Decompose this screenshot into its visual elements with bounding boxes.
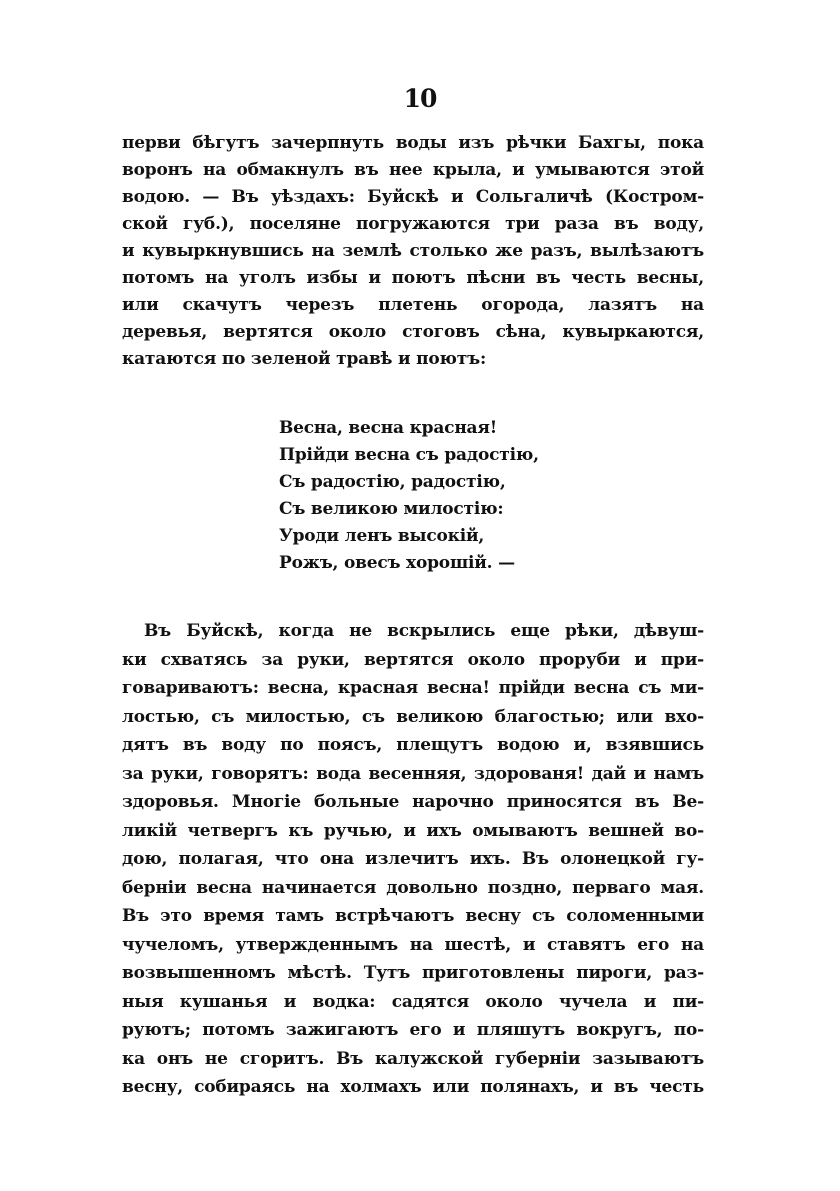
- text-line: ки схватясь за руки, вертятся около проруби и при-: [122, 649, 704, 670]
- text-line: ликій четвергъ къ ручью, и ихъ омываютъ вешней во-: [122, 820, 704, 841]
- text-line: водою. — Въ уѣздахъ: Буйскѣ и Сольгаличѣ (Костром-: [122, 187, 704, 207]
- text-line: возвышенномъ мѣстѣ. Тутъ приготовлены пироги, раз-: [122, 963, 704, 983]
- poem-line: Прійди весна съ радостію,: [279, 445, 539, 465]
- text-line: дою, полагая, что она излечитъ ихъ. Въ олонецкой гу-: [122, 849, 704, 869]
- paragraph-1: [122, 130, 704, 373]
- text-line: воронъ на обмакнулъ въ нее крыла, и умываются этой: [122, 160, 704, 180]
- text-line: лостью, съ милостью, съ великою благостью; или вхо-: [122, 706, 704, 727]
- text-line: здоровья. Многіе больные нарочно приносятся въ Ве-: [122, 792, 704, 812]
- text-line: ныя кушанья и водка: садятся около чучела и пи-: [122, 991, 704, 1012]
- text-line: чучеломъ, утвержденнымъ на шестѣ, и ставятъ его на: [122, 934, 704, 955]
- poem-line: Съ радостію, радостію,: [279, 472, 506, 492]
- page-number: 10: [403, 84, 437, 113]
- text-line: потомъ на уголъ избы и поютъ пѣсни въ честь весны,: [122, 268, 704, 288]
- text-line: за руки, говорятъ: вода весенняя, здорованя! дай и намъ: [122, 763, 704, 784]
- text-line: весну, собираясь на холмахъ или полянахъ, и въ честь: [122, 1077, 704, 1097]
- poem-line: Весна, весна красная!: [279, 418, 497, 438]
- text-line: Въ это время тамъ встрѣчаютъ весну съ соломенными: [122, 906, 704, 926]
- text-line: говариваютъ: весна, красная весна! прійди весна съ ми-: [122, 678, 704, 698]
- poem-line: Съ великою милостію:: [279, 499, 504, 519]
- text-line: ка онъ не сгоритъ. Въ калужской губерніи зазываютъ: [122, 1048, 704, 1069]
- text-line: перви бѣгутъ зачерпнуть воды изъ рѣчки Бахгы, пока: [122, 133, 704, 153]
- poem-line: Рожъ, овесъ хорошій. —: [279, 553, 515, 573]
- text-line: деревья, вертятся около стоговъ сѣна, кувыркаются,: [122, 322, 704, 342]
- text-line: или скачутъ черезъ плетень огорода, лазятъ на: [122, 295, 704, 315]
- paragraph-2: [122, 617, 704, 1102]
- text-line: и кувыркнувшись на землѣ столько же разъ, вылѣзаютъ: [122, 241, 704, 261]
- text-line: ской губ.), поселяне погружаются три раза въ воду,: [122, 214, 704, 234]
- poem-line: Уроди ленъ высокій,: [279, 526, 485, 546]
- poem-stanza: [279, 415, 549, 577]
- text-line: катаются по зеленой травѣ и поютъ:: [122, 349, 487, 369]
- text-line: Въ Буйскѣ, когда не вскрылись еще рѣки, дѣвуш-: [144, 621, 704, 641]
- text-line: берніи весна начинается довольно поздно, перваго мая.: [122, 877, 704, 898]
- text-line: руютъ; потомъ зажигаютъ его и пляшутъ вокругъ, по-: [122, 1020, 704, 1040]
- text-line: дятъ въ воду по поясъ, плещутъ водою и, взявшись: [122, 735, 704, 755]
